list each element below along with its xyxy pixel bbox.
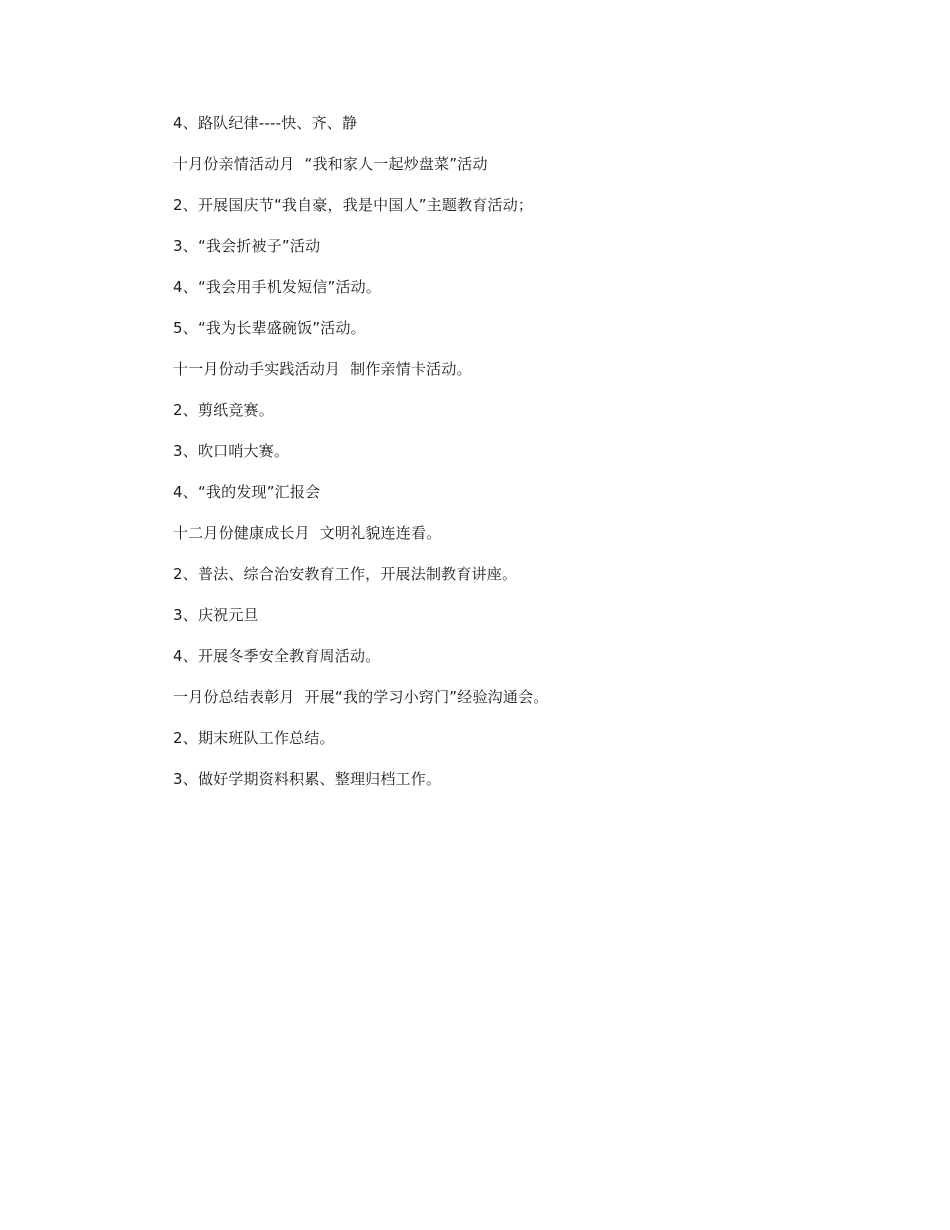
- text-line: 4、开展冬季安全教育周活动。: [173, 647, 381, 665]
- text-line: 2、期末班队工作总结。: [173, 729, 335, 747]
- text-line: 4、路队纪律----快、齐、静: [173, 114, 358, 132]
- text-line: 2、剪纸竞赛。: [173, 401, 274, 419]
- text-line: 2、普法、综合治安教育工作，开展法制教育讲座。: [173, 565, 518, 583]
- text-line: 4、“我会用手机发短信”活动。: [173, 278, 382, 296]
- text-line: 一月份总结表彰月 开展“我的学习小窍门”经验沟通会。: [173, 688, 549, 706]
- text-line: 3、“我会折被子”活动: [173, 237, 321, 255]
- text-line: 4、“我的发现”汇报会: [173, 483, 321, 501]
- text-line: 2、开展国庆节“我自豪，我是中国人”主题教育活动；: [173, 196, 534, 214]
- text-line: 3、庆祝元旦: [173, 606, 259, 624]
- text-line: 十月份亲情活动月 “我和家人一起炒盘菜”活动: [173, 155, 488, 173]
- text-line: 3、吹口哨大赛。: [173, 442, 290, 460]
- text-line: 十二月份健康成长月 文明礼貌连连看。: [173, 524, 442, 542]
- text-line: 3、做好学期资料积累、整理归档工作。: [173, 770, 442, 788]
- document-body: [173, 112, 873, 809]
- text-line: 5、“我为长辈盛碗饭”活动。: [173, 319, 366, 337]
- text-line: 十一月份动手实践活动月 制作亲情卡活动。: [173, 360, 472, 378]
